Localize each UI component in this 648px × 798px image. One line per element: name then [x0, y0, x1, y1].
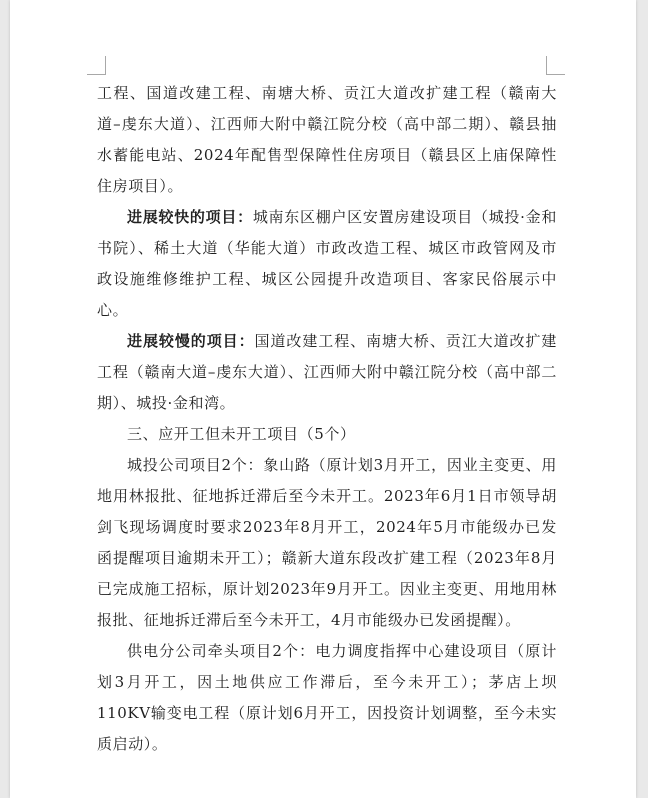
slow-progress-label: 进展较慢的项目：	[127, 332, 255, 350]
paragraph-fast-progress	[97, 202, 557, 326]
paragraph-power-supply-projects: 供电分公司牵头项目2个：电力调度指挥中心建设项目（原计划3月开工，因土地供应工作滞后，至今未开工）；茅店上坝110KV输变电工程（原计划6月开工，因投资计划调整，至今未实质启动）。	[97, 642, 557, 753]
document-page	[10, 0, 636, 798]
fast-progress-label: 进展较快的项目：	[127, 208, 253, 226]
document-body	[97, 78, 557, 760]
paragraph-project-list-continued: 工程、国道改建工程、南塘大桥、贡江大道改扩建工程（赣南大道–虔东大道）、江西师大附中赣江院分校（高中部二期）、赣县抽水蓄能电站、2024年配售型保障性住房项目（赣县区上庙保障性住房项目）。	[97, 84, 557, 195]
fast-progress-text: 城南东区棚户区安置房建设项目（城投·金和书院）、稀土大道（华能大道）市政改造工程、城区市政管网及市政设施维修维护工程、城区公园提升改造项目、客家民俗展示中心。	[97, 208, 557, 319]
page-corner-mark-top-left	[87, 56, 106, 75]
paragraph-chengtou-projects: 城投公司项目2个：象山路（原计划3月开工，因业主变更、用地用林报批、征地拆迁滞后至今未开工。2023年6月1日市领导胡剑飞现场调度时要求2023年8月开工，2024年5月市能级办已发函提醒项目逾期未开工）；赣新大道东段改扩建工程（2023年8月已完成施工招标，原计划2023年9月开工。因业主变更、用地用林报批、征地拆迁滞后至今未开工，4月市能级办已发函提醒）。	[97, 456, 557, 629]
page-corner-mark-top-right	[546, 56, 565, 75]
paragraph-slow-progress	[97, 326, 557, 419]
slow-progress-text: 国道改建工程、南塘大桥、贡江大道改扩建工程（赣南大道–虔东大道）、江西师大附中赣江院分校（高中部二期）、城投·金和湾。	[97, 332, 557, 412]
section-heading-unstarted-projects: 三、应开工但未开工项目（5个）	[127, 425, 356, 443]
